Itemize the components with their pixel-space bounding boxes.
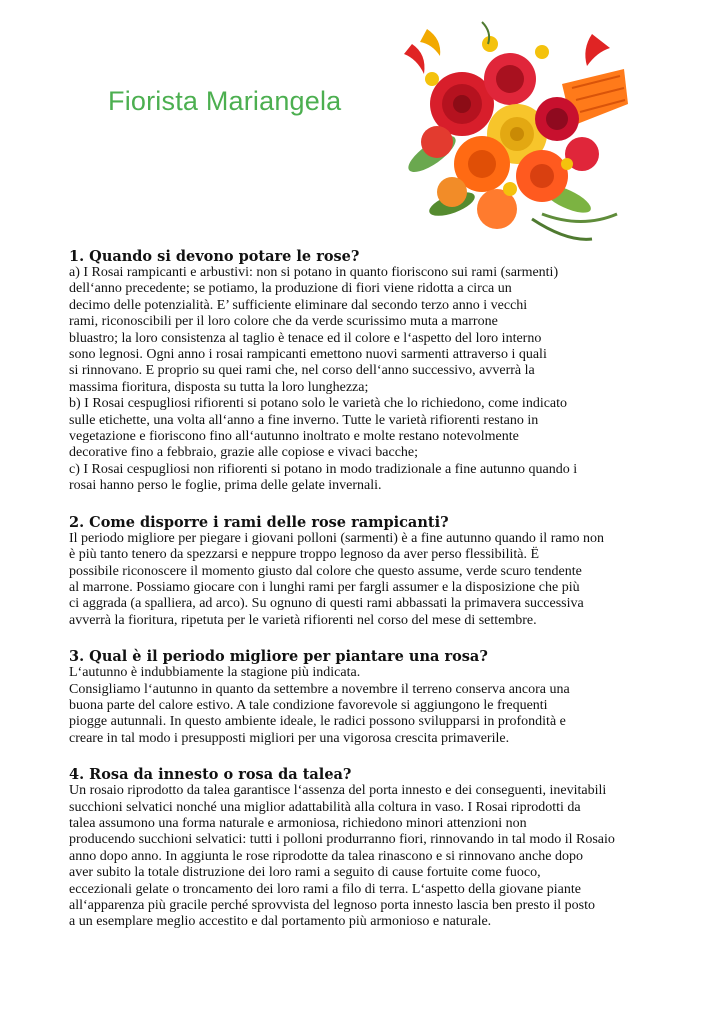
paragraph-line: rami, riconoscibili per il loro colore che da verde scurissimo muta a marrone [69,314,498,330]
faq-content [69,248,644,950]
paragraph-line: buona parte del calore estivo. A tale condizione favorevole si aggiungono le frequenti [69,697,548,713]
faq-section-2 [69,514,644,629]
paragraph-line: piogge autunnali. In questo ambiente ideale, le radici possono svilupparsi in profondità e [69,714,566,730]
paragraph-line: b) I Rosai cespugliosi rifiorenti si potano solo le varietà che lo richiedono, come indicato [69,396,568,412]
paragraph-line: ci aggrada (a spalliera, ad arco). Su ognuno di questi rami abbassati la primavera successiva [69,596,584,612]
paragraph-line: producendo succhioni selvatici: tutti i polloni produrranno fiori, rinnovando in tal modo il Rosaio [69,832,615,848]
paragraph-line: rosai hanno perso le foglie, prima delle gelate invernali. [69,478,382,494]
paragraph-line: possibile riconoscere il momento giusto dal colore che questo assume, verde scuro tendente [69,563,582,579]
paragraph-line: sulle etichette, una volta all‘anno a fine inverno. Tutte le varietà rifiorenti restano in [69,412,539,428]
paragraph-line: bluastro; la loro consistenza al taglio è tenace ed il colore e l‘aspetto del loro interno [69,330,542,346]
paragraph-line: a) I Rosai rampicanti e arbustivi: non si potano in quanto fioriscono sui rami (sarmenti) [69,265,559,280]
paragraph-line: decimo delle potenzialità. E’ sufficiente eliminare dal secondo terzo anno i vecchi [69,297,528,313]
paragraph-line: è più tanto tenero da spezzarsi e neppure troppo legnoso da aver perso flessibilità. Ë [69,547,540,563]
paragraph-line: sono legnosi. Ogni anno i rosai rampicanti emettono nuovi sarmenti attraverso i quali [69,347,547,363]
paragraph-line: all‘apparenza più gracile perché sprovvista del legnoso porta innesto lascia ben presto il posto [69,898,595,913]
paragraph-line: massima fioritura, disposta su tutta la loro lunghezza; [69,379,369,395]
paragraph-line: creare in tal modo i presupposti migliori per una vigorosa crescita primaverile. [69,730,510,746]
paragraph-line: Un rosaio riprodotto da talea garantisce l‘assenza del porta innesto e dei conseguenti, inevitabili [69,783,607,799]
paragraph-line: si rinnovano. E proprio su quei rami che, nel corso dell‘anno successivo, avverrà la [69,363,535,379]
paragraph-line: al marrone. Possiamo giocare con i lunghi rami per fargli assumer e la disposizione che più [69,579,580,595]
section-heading: 2. Come disporre i rami delle rose rampicanti? [69,513,449,531]
section-heading: 3. Qual è il periodo migliore per piantare una rosa? [69,648,488,666]
paragraph-line: vegetazione e fioriscono fino all‘autunno inoltrato e molte restano notevolmente [69,429,519,445]
section-heading: 4. Rosa da innesto o rosa da talea? [69,766,352,784]
paragraph-line: c) I Rosai cespugliosi non rifiorenti si potano in modo tradizionale a fine autunno quando i [69,461,578,477]
paragraph-line: talea assumono una forma naturale e armoniosa, richiedono minori attenzioni non [69,815,527,831]
paragraph-line: eccezionali gelate o troncamento dei loro rami a filo di terra. L‘aspetto della giovane piante [69,881,581,897]
paragraph-line: dell‘anno precedente; se potiamo, la produzione di fiori viene ridotta a circa un [69,281,512,297]
paragraph-line: succhioni selvatici nonché una miglior adattabilità alla coltura in vaso. I Rosai riprodotti da [69,799,581,815]
paragraph-line: anno dopo anno. In aggiunta le rose riprodotte da talea rinascono e si rinnovano anche dopo [69,848,583,864]
flower-bouquet-icon [392,14,636,248]
paragraph-line: a un esemplare meglio accestito e dal portamento più armonioso e naturale. [69,914,492,930]
paragraph-line: aver subito la totale distruzione dei loro rami a seguito di cause fortuite come fuoco, [69,865,541,881]
paragraph-line: decorative fino a febbraio, grazie alle copiose e vivaci bacche; [69,445,419,461]
faq-section-1 [69,248,644,495]
section-heading: 1. Quando si devono potare le rose? [69,248,360,265]
paragraph-line: Il periodo migliore per piegare i giovani polloni (sarmenti) è a fine autunno quando il ramo non [69,530,604,546]
paragraph-line: L‘autunno è indubbiamente la stagione più indicata. [69,665,361,681]
faq-section-3 [69,648,644,747]
faq-section-4 [69,766,644,931]
paragraph-line: Consigliamo l‘autunno in quanto da settembre a novembre il terreno conserva ancora una [69,681,570,697]
paragraph-line: avverrà la fioritura, ripetuta per le varietà rifiorenti nel corso del mese di settembre. [69,612,537,628]
brand-title: Fiorista Mariangela [108,86,342,116]
